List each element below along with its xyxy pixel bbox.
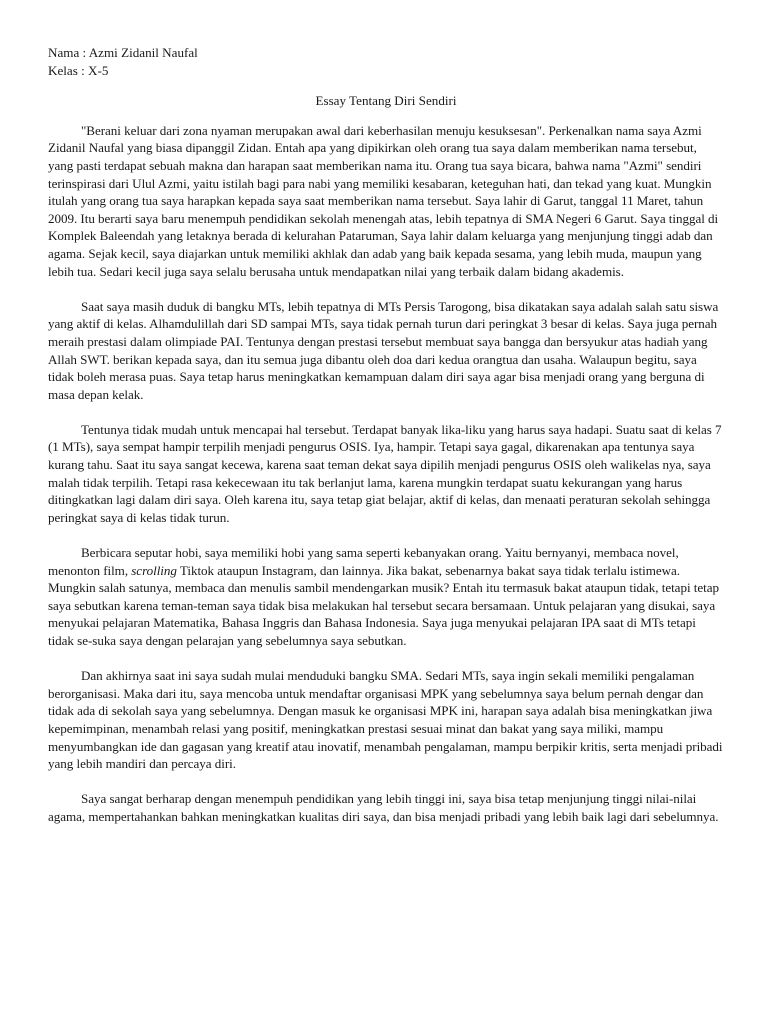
paragraph-5: Dan akhirnya saat ini saya sudah mulai menduduki bangku SMA. Sedari MTs, saya ingin sekali memiliki pengalaman berorganisasi. Maka dari itu, saya mencoba untuk mendaftar organisasi MPK yang sebelumnya saya belum pernah dengar dan tidak ada di sekolah saya yang sebelumnya. Dengan masuk ke organisasi MPK ini, harapan saya adalah bisa meningkatkan jiwa kepemimpinan, menambah relasi yang positif, meningkatkan prestasi sesuai minat dan bakat yang saya miliki, mampu menyumbangkan ide dan gagasan yang kreatif atau inovatif, menambah pengalaman, mampu berpikir kritis, serta menjadi pribadi yang lebih mandiri dan percaya diri. bbox=[48, 668, 723, 772]
paragraph-1: "Berani keluar dari zona nyaman merupakan awal dari keberhasilan menuju kesuksesan". Perkenalkan nama saya Azmi Zidanil Naufal yang biasa dipanggil Zidan. Entah apa yang dipikirkan oleh orang tua saya dalam memberikan nama tersebut, yang pasti terdapat sebuah makna dan harapan saat memberikan nama itu. Orang tua saya bicara, bahwa nama "Azmi" sendiri terinspirasi dari Ulul Azmi, yaitu istilah bagi para nabi yang memiliki kesabaran, keteguhan hati, dan tekad yang kuat. Mungkin itulah yang orang tua saya harapkan kepada saya saat memberikan nama tersebut. Saya lahir di Garut, tanggal 11 Maret, tahun 2009. Itu berarti saya baru menempuh pendidikan sekolah menengah atas, lebih tepatnya di SMA Negeri 6 Garut. Saya tinggal di Komplek Baleendah yang letaknya berada di kelurahan Pataruman, Saya lahir dalam keluarga yang menjunjung tinggi adab dan agama. Sejak kecil, saya diajarkan untuk memiliki akhlak dan adab yang baik kepada sesama, yang lebih muda, maupun yang lebih tua. Sedari kecil juga saya selalu berusaha untuk mendapatkan nilai yang terbaik dalam bidang akademis. bbox=[48, 122, 719, 279]
document-page bbox=[48, 44, 724, 826]
student-class: Kelas : X-5 bbox=[48, 62, 109, 78]
student-name: Nama : Azmi Zidanil Naufal bbox=[48, 45, 198, 60]
paragraph-6: Saya sangat berharap dengan menempuh pendidikan yang lebih tinggi ini, saya bisa tetap menjunjung tinggi nilai-nilai agama, mempertahankan bahkan meningkatkan kualitas diri saya, dan bisa menjadi pribadi yang lebih baik lagi dari sebelumnya. bbox=[48, 791, 719, 824]
paragraph-2: Saat saya masih duduk di bangku MTs, lebih tepatnya di MTs Persis Tarogong, bisa dikatakan saya adalah salah satu siswa yang aktif di kelas. Alhamdulillah dari SD sampai MTs, saya tidak pernah turun dari peringkat 3 besar di kelas. Saya juga pernah meraih prestasi dalam olimpiade PAI. Tentunya dengan prestasi tersebut membuat saya bangga dan bersyukur atas hadiah yang Allah SWT. berikan kepada saya, dan itu semua juga dibantu oleh doa dari kedua orangtua dan usaha. Walaupun begitu, saya tidak boleh merasa puas. Saya tetap harus meningkatkan kemampuan dalam diri saya agar bisa menjadi orang yang berguna di masa depan kelak. bbox=[48, 298, 719, 402]
paragraph-4-text-b: Tiktok ataupun Instagram, dan lainnya. Jika bakat, sebenarnya bakat saya tidak terlalu istimewa. Mungkin salah satunya, membaca dan menulis sambil mendengarkan musik? Entah itu termasuk bakat ataupun tidak, tetapi tetap saya sebutkan karena teman-teman saya tidak bisa melakukan hal tersebut secara bersamaan. Untuk pelajaran yang disukai, saya menyukai pelajaran Matematika, Bahasa Inggris dan Bahasa Indonesia. Saya juga menyukai pelajaran IPA saat di MTs tetapi tidak se-suka saya dengan pelarajan yang sebelumnya saya sebutkan. bbox=[48, 562, 719, 648]
paragraph-3: Tentunya tidak mudah untuk mencapai hal tersebut. Terdapat banyak lika-liku yang harus saya hadapi. Suatu saat di kelas 7 (1 MTs), saya sempat hampir terpilih menjadi pengurus OSIS. Iya, hampir. Tetapi saya gagal, dikarenakan apa tentunya saya kurang tahu. Saat itu saya sangat kecewa, karena saat teman dekat saya dipilih menjadi pengurus OSIS oleh walikelas nya, saya malah tidak terpilih. Tetapi rasa kekecewaan itu tak berlanjut lama, karena mungkin terdapat suatu kekurangan yang harus ditingkatkan lagi dalam diri saya. Oleh karena itu, saya tetap giat belajar, aktif di kelas, dan menaati peraturan sekolah sehingga peringkat saya di kelas tidak turun. bbox=[48, 421, 722, 525]
paragraph-4-italic-word: scrolling bbox=[131, 562, 177, 578]
paragraph-4 bbox=[48, 544, 724, 650]
paragraph-4-text-a: Berbicara seputar hobi, saya memiliki hobi yang sama seperti kebanyakan orang. Yaitu bernyanyi, membaca novel, menonton film, bbox=[48, 545, 679, 578]
essay-title: Essay Tentang Diri Sendiri bbox=[315, 93, 457, 109]
